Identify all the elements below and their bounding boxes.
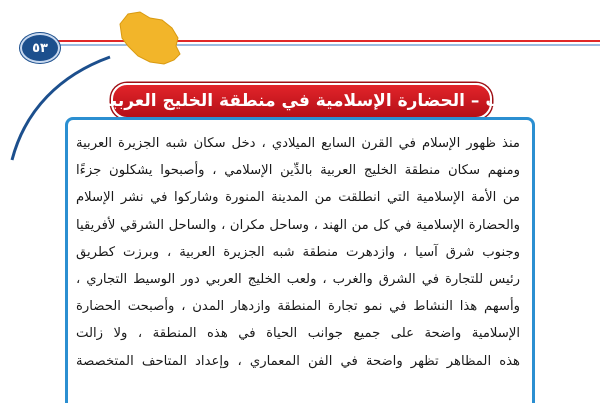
section-title: ب – الحضارة الإسلامية في منطقة الخليج العربية (100, 91, 503, 111)
paragraph-line: الإسلامية واضحة على جميع جوانب الحياة في هذه المنطقة ، ولا زالت (76, 326, 520, 342)
paragraph-line: هذه المظاهر تظهر واضحة في الفن المعماري ، وإعداد المتاحف المتخصصة (76, 353, 520, 369)
paragraph-line: من الأمة الإسلامية التي انطلقت من المدينة المنورة وشاركوا في نشر الإسلام (76, 190, 520, 206)
text-box (65, 117, 535, 403)
page-number-badge (20, 33, 60, 63)
paragraph-line: وأسهم هذا النشاط في نمو تجارة المنطقة وازدهار المدن ، وأصبحت الحضارة (76, 299, 520, 315)
paragraph-line: والحضارة الإسلامية في كل من الهند ، وساحل مكران ، والساحل الشرقي لأفريقيا (76, 217, 520, 233)
page-number: ٥٣ (32, 40, 48, 56)
paragraph-line: وجنوب شرق آسيا ، وازدهرت منطقة شبه الجزيرة العربية ، وبرزت كطريق (76, 244, 520, 260)
section-title-banner (100, 83, 503, 119)
paragraph-line: منذ ظهور الإسلام في القرن السابع الميلادي ، دخل سكان شبه الجزيرة العربية (76, 136, 520, 151)
paragraph-line: ومنهم سكان منطقة الخليج العربية بالدِّين الإسلامي ، وأصبحوا يشكلون جزءًا (76, 163, 520, 179)
paragraph-line: رئيس للتجارة في الشرق والغرب ، ولعب الخليج العربي دور الوسيط التجاري ، (76, 271, 520, 287)
arabian-peninsula-map-icon (120, 12, 180, 64)
